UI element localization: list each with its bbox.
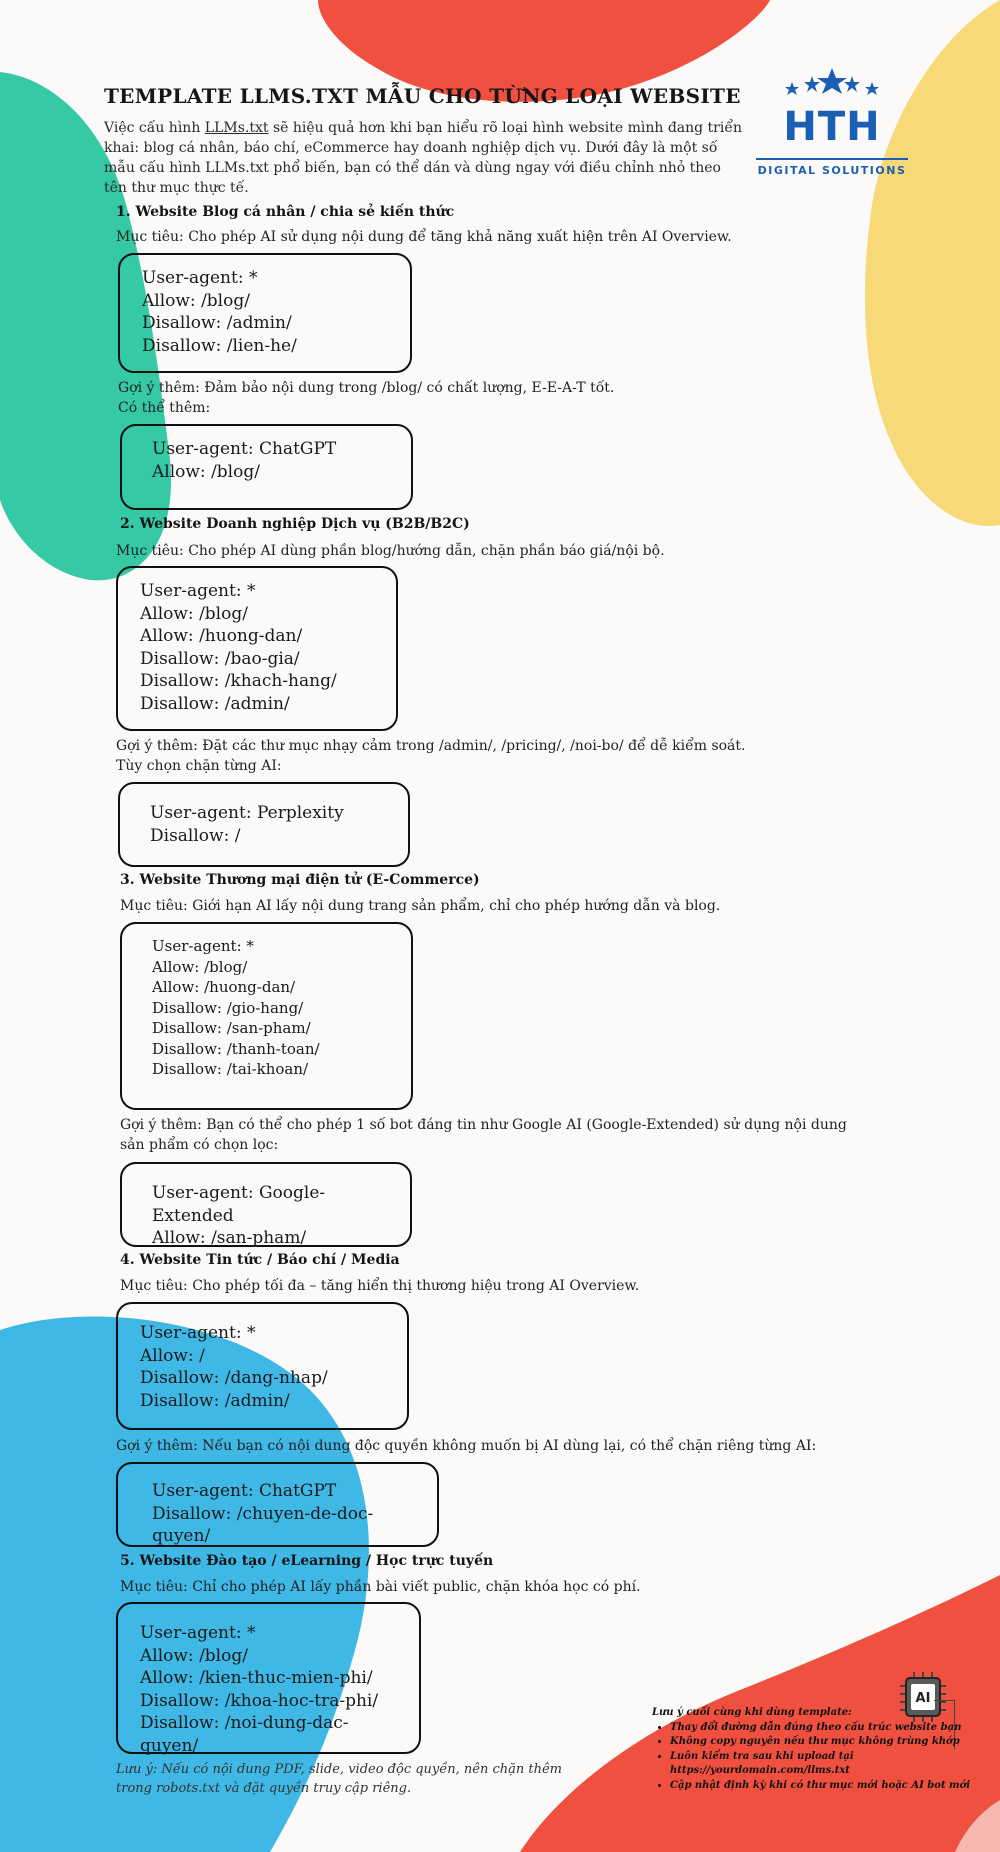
logo-text: HTH bbox=[783, 104, 881, 150]
hth-logo bbox=[752, 66, 912, 184]
bottom-note: Lưu ý: Nếu có nội dung PDF, slide, video độc quyền, nên chặn thêm trong robots.txt và đặt quyền truy cập riêng. bbox=[116, 1762, 562, 1796]
final-notes-heading: Lưu ý cuối cùng khi dùng template: bbox=[652, 1707, 852, 1718]
list-item: • Không copy nguyên nếu thư mục không trùng khớp bbox=[670, 1735, 972, 1750]
final-notes bbox=[652, 1706, 972, 1793]
list-item: • Cập nhật định kỳ khi có thư mục mới hoặc AI bot mới bbox=[670, 1779, 972, 1794]
section-4-tip: Gợi ý thêm: Nếu bạn có nội dung độc quyền không muốn bị AI dùng lại, có thể chặn riêng từng AI: bbox=[116, 1438, 817, 1454]
section-4-code2: User-agent: ChatGPT Disallow: /chuyen-de-doc-quyen/ bbox=[116, 1462, 439, 1547]
section-2-tip: Gợi ý thêm: Đặt các thư mục nhạy cảm trong /admin/, /pricing/, /noi-bo/ để dễ kiểm soát. bbox=[116, 738, 746, 754]
section-2-code: User-agent: * Allow: /blog/ Allow: /huong-dan/ Disallow: /bao-gia/ Disallow: /khach-hang/ Disallow: /admin/ bbox=[116, 566, 398, 731]
section-3-code: User-agent: * Allow: /blog/ Allow: /huong-dan/ Disallow: /gio-hang/ Disallow: /san-pham/ Disallow: /thanh-toan/ Disallow: /tai-khoan/ bbox=[120, 922, 413, 1110]
section-1-code2: User-agent: ChatGPT Allow: /blog/ bbox=[120, 424, 413, 510]
section-5-goal: Mục tiêu: Chỉ cho phép AI lấy phần bài viết public, chặn khóa học có phí. bbox=[120, 1579, 641, 1595]
section-2-tip2: Tùy chọn chặn từng AI: bbox=[116, 758, 282, 774]
section-3-goal: Mục tiêu: Giới hạn AI lấy nội dung trang sản phẩm, chỉ cho phép hướng dẫn và blog. bbox=[120, 898, 721, 914]
page-title: TEMPLATE LLMS.TXT MẪU CHO TỪNG LOẠI WEBSITE bbox=[104, 84, 741, 108]
intro-text-before: Việc cấu hình bbox=[104, 120, 205, 136]
section-1-heading: 1. Website Blog cá nhân / chia sẻ kiến thức bbox=[116, 204, 455, 220]
list-item: • Thay đổi đường dẫn đúng theo cấu trúc website bạn bbox=[670, 1721, 972, 1736]
section-2-heading: 2. Website Doanh nghiệp Dịch vụ (B2B/B2C) bbox=[120, 516, 470, 532]
final-notes-list bbox=[652, 1721, 972, 1794]
section-3-heading: 3. Website Thương mại điện tử (E-Commerce) bbox=[120, 872, 480, 888]
logo-subtitle: DIGITAL SOLUTIONS bbox=[757, 164, 907, 177]
section-2-goal: Mục tiêu: Cho phép AI dùng phần blog/hướng dẫn, chặn phần báo giá/nội bộ. bbox=[116, 543, 665, 559]
intro-text-after: sẽ hiệu quả hơn khi bạn hiểu rõ loại hình website mình đang triển khai: blog cá nhân, báo chí, eCommerce hay doanh nghiệp dịch vụ. Dưới đây là một số mẫu cấu hình LLMs.txt phổ biến, bạn có thể dán và dùng ngay với điều chỉnh nhỏ theo tên thư mục thực tế. bbox=[104, 120, 742, 196]
section-2-code2: User-agent: Perplexity Disallow: / bbox=[118, 782, 410, 867]
star-icon bbox=[752, 66, 912, 106]
section-4-code: User-agent: * Allow: / Disallow: /dang-nhap/ Disallow: /admin/ bbox=[116, 1302, 409, 1430]
intro-paragraph bbox=[104, 118, 744, 198]
section-5-heading: 5. Website Đào tạo / eLearning / Học trực tuyến bbox=[120, 1553, 494, 1569]
list-item: • Luôn kiểm tra sau khi upload tại https://yourdomain.com/llms.txt bbox=[670, 1750, 972, 1779]
section-1-tip2: Có thể thêm: bbox=[118, 400, 211, 416]
section-4-goal: Mục tiêu: Cho phép tối đa – tăng hiển thị thương hiệu trong AI Overview. bbox=[120, 1278, 640, 1294]
section-1-tip: Gợi ý thêm: Đảm bảo nội dung trong /blog/ có chất lượng, E-E-A-T tốt. bbox=[118, 380, 615, 396]
section-5-code: User-agent: * Allow: /blog/ Allow: /kien-thuc-mien-phi/ Disallow: /khoa-hoc-tra-phi/ Disallow: /noi-dung-dac-quyen/ bbox=[116, 1602, 421, 1754]
section-3-tip: Gợi ý thêm: Bạn có thể cho phép 1 số bot đáng tin như Google AI (Google-Extended) sử dụng nội dung sản phẩm có chọn lọc: bbox=[120, 1117, 847, 1153]
llms-link[interactable]: LLMs.txt bbox=[204, 120, 269, 136]
section-1-goal: Mục tiêu: Cho phép AI sử dụng nội dung để tăng khả năng xuất hiện trên AI Overview. bbox=[116, 229, 732, 245]
logo-divider bbox=[756, 158, 908, 160]
section-1-code: User-agent: * Allow: /blog/ Disallow: /admin/ Disallow: /lien-he/ bbox=[118, 253, 412, 373]
section-3-code2: User-agent: Google-Extended Allow: /san-pham/ bbox=[120, 1162, 412, 1247]
svg-text:AI: AI bbox=[915, 1691, 931, 1706]
section-4-heading: 4. Website Tin tức / Báo chí / Media bbox=[120, 1252, 400, 1268]
